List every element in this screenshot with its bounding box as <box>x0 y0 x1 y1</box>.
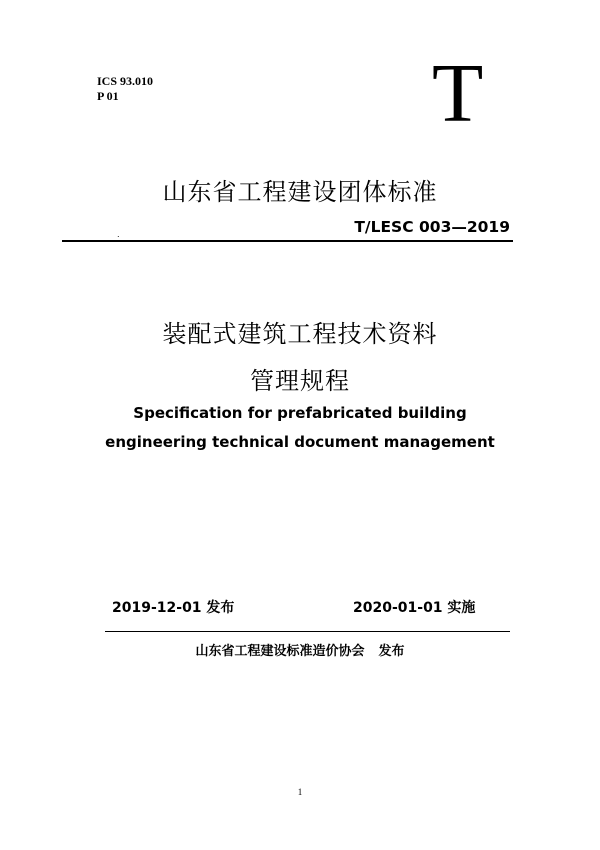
publisher-action: 发布 <box>378 644 405 659</box>
page-number: 1 <box>297 787 303 797</box>
issue-date: 2019-12-01 发布 <box>112 600 235 616</box>
implementation-date: 2020-01-01 实施 <box>353 600 476 616</box>
header-divider <box>62 240 513 242</box>
organization-standard-title: 山东省工程建设团体标准 <box>162 178 438 206</box>
chinese-title-line-2: 管理规程 <box>250 367 350 395</box>
publisher-name: 山东省工程建设标准造价协会 <box>195 644 365 659</box>
english-title-line-2: engineering technical document management <box>105 433 495 451</box>
p-code: P 01 <box>97 89 119 103</box>
footer-divider <box>105 631 510 632</box>
chinese-title-line-1: 装配式建筑工程技术资料 <box>162 320 438 348</box>
standard-type-letter: T <box>432 47 484 140</box>
classification-codes <box>97 74 153 104</box>
ics-code: ICS 93.010 <box>97 74 154 88</box>
standard-code: T/LESC 003—2019 <box>354 218 510 236</box>
english-title-line-1: Specification for prefabricated building <box>133 404 467 422</box>
publisher-line <box>0 640 600 659</box>
dot-mark: . <box>117 230 120 239</box>
